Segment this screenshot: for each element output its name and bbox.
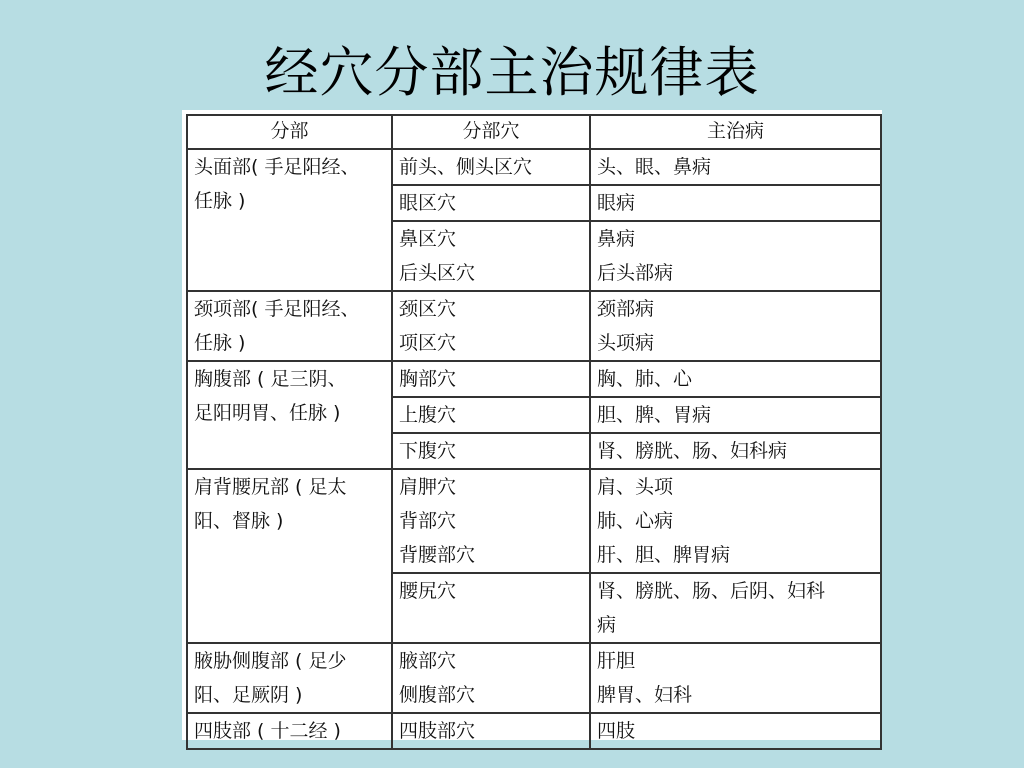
indications-cell [590,221,881,291]
points-cell [392,573,590,643]
points-text: 背部穴 [399,510,457,532]
indications-text: 脾胃、妇科 [597,684,693,706]
region-text: 任脉 ) [194,332,246,354]
indications-text: 肾、膀胱、肠、妇科病 [597,440,788,462]
indications-text: 肺、心病 [597,510,674,532]
slide-title: 经穴分部主治规律表 [264,41,760,104]
indications-cell [590,149,881,185]
region-cell [187,291,392,361]
points-cell [392,361,590,397]
meridian-points-table [186,114,882,750]
indications-text: 肾、膀胱、肠、后阴、妇科 [597,580,826,602]
points-text: 眼区穴 [399,192,457,214]
indications-cell [590,713,881,749]
table-row [187,291,881,361]
points-text: 项区穴 [399,332,457,354]
table-row [187,643,881,713]
points-cell [392,713,590,749]
table-row [187,361,881,397]
indications-text: 颈部病 [597,298,655,320]
points-text: 四肢部穴 [399,720,476,742]
header-points: 分部穴 [392,115,590,149]
indications-text: 鼻病 [597,228,636,250]
header-region: 分部 [187,115,392,149]
points-cell [392,433,590,469]
region-text: 腋胁侧腹部 ( 足少 [194,650,347,672]
points-cell [392,469,590,573]
indications-text: 肩、头项 [597,476,674,498]
points-cell [392,149,590,185]
region-text: 颈项部( 手足阳经、 [194,298,360,320]
indications-text: 胸、肺、心 [597,368,693,390]
points-cell [392,221,590,291]
region-cell [187,361,392,469]
points-cell [392,643,590,713]
table-body [187,149,881,749]
indications-cell [590,433,881,469]
table-row [187,149,881,185]
region-cell [187,643,392,713]
indications-cell [590,573,881,643]
indications-cell [590,643,881,713]
indications-text: 病 [597,614,617,636]
points-text: 鼻区穴 [399,228,457,250]
points-text: 上腹穴 [399,404,457,426]
points-text: 腰尻穴 [399,580,457,602]
points-text: 背腰部穴 [399,544,476,566]
table-row [187,713,881,749]
indications-text: 胆、脾、胃病 [597,404,712,426]
indications-text: 肝、胆、脾胃病 [597,544,731,566]
region-text: 肩背腰尻部 ( 足太 [194,476,347,498]
points-text: 后头区穴 [399,262,476,284]
points-text: 肩胛穴 [399,476,457,498]
points-text: 腋部穴 [399,650,457,672]
indications-text: 肝胆 [597,650,636,672]
indications-text: 后头部病 [597,262,674,284]
points-cell [392,185,590,221]
indications-text: 头项病 [597,332,655,354]
table-header-row [187,115,881,149]
region-cell [187,149,392,291]
table-row [187,469,881,573]
indications-cell [590,185,881,221]
points-text: 下腹穴 [399,440,457,462]
points-text: 前头、侧头区穴 [399,156,533,178]
region-cell [187,713,392,749]
region-text: 阳、督脉 ) [194,510,284,532]
table-container [182,110,882,740]
indications-cell [590,397,881,433]
region-text: 任脉 ) [194,190,246,212]
region-text: 阳、足厥阴 ) [194,684,303,706]
region-text: 足阳明胃、任脉 ) [194,402,341,424]
region-text: 胸腹部 ( 足三阴、 [194,368,347,390]
points-cell [392,291,590,361]
region-text: 四肢部 ( 十二经 ) [194,720,341,742]
indications-text: 头、眼、鼻病 [597,156,712,178]
points-text: 侧腹部穴 [399,684,476,706]
points-text: 颈区穴 [399,298,457,320]
region-text: 头面部( 手足阳经、 [194,156,360,178]
indications-text: 四肢 [597,720,636,742]
indications-cell [590,291,881,361]
region-cell [187,469,392,643]
header-indications: 主治病 [590,115,881,149]
indications-cell [590,469,881,573]
indications-text: 眼病 [597,192,636,214]
points-text: 胸部穴 [399,368,457,390]
indications-cell [590,361,881,397]
points-cell [392,397,590,433]
